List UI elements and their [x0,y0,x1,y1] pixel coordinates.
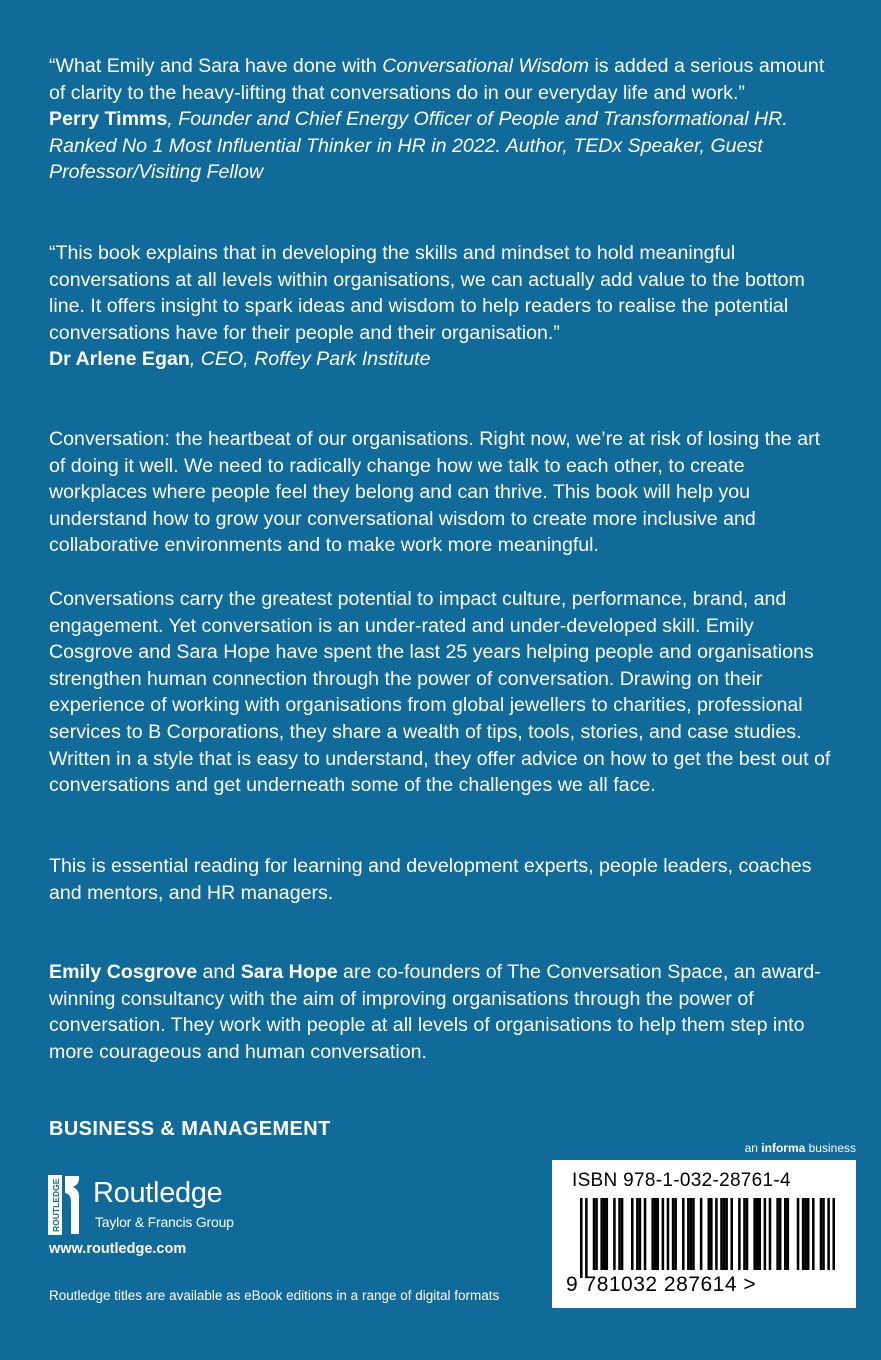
routledge-logo [47,1174,307,1236]
quote-author: Perry Timms [49,108,168,131]
quote-author: Dr Arlene Egan [49,348,190,371]
book-title: Conversational Wisdom [382,55,589,77]
barcode-box [552,1160,856,1308]
ebook-note: Routledge titles are available as eBook editions in a range of digital formats [49,1288,500,1303]
bio-author-2: Sara Hope [240,961,338,983]
quote-attribution [49,346,839,373]
quote-arlene-egan [49,240,839,373]
author-bio: Emily Cosgrove and Sara Hope are co-founders of The Conversation Space, an award-winning consultancy with the aim of improving organisations through the power of conversation. They work with people at all levels of organisations to help them step into more courageous and human conversation. [49,961,821,1063]
informa-brand: informa [761,1141,806,1155]
description-paragraph-3: This is essential reading for learning and development experts, people leaders, coaches and mentors, and HR managers. [49,855,812,904]
quote-attribution [49,106,839,186]
quote-perry-timms [49,53,839,186]
quote-author-role: , Founder and Chief Energy Officer of People and Transformational HR. Ranked No 1 Most Influential Thinker in HR in 2022. Author, TEDx Speaker, Guest Professor/Visiting Fellow [49,108,788,184]
isbn-label: ISBN 978-1-032-28761-4 [572,1170,791,1191]
informa-business-note: an informa business [744,1141,856,1155]
subject-category: BUSINESS & MANAGEMENT [49,1118,331,1140]
barcode-digits: 9 781032 287614 > [566,1273,757,1296]
logo-vertical-text: ROUTLEDGE [51,1178,61,1232]
description-paragraph-2: Conversations carry the greatest potential to impact culture, performance, brand, and engagement. Yet conversation is an under-rated and under-developed skill. Emily Cosgrove and Sara Hope have spent the last 25 years helping people and organisations strengthen human connection through the power of conversation. Drawing on their experience of working with organisations from global jewellers to charities, professional services to B Corporations, they share a wealth of tips, tools, stories, and case studies. Written in a style that is easy to understand, they offer advice on how to get the best out of conversations and get underneath some of the challenges we all face. [49,588,831,797]
publisher-name: Routledge [93,1177,223,1209]
quote-author-role: , CEO, Roffey Park Institute [189,348,431,371]
quote-text: “This book explains that in developing the skills and mindset to hold meaningful conversations at all levels within organisations, we can actually add value to the bottom line. It offers insight to spark ideas and wisdom to help readers to realise the potential conversations have for their people and their organisation.” [49,242,805,344]
routledge-logo-icon [47,1174,81,1236]
publisher-subtitle: Taylor & Francis Group [95,1214,234,1230]
bio-author-1: Emily Cosgrove [49,961,198,983]
description-paragraph-1: Conversation: the heartbeat of our organisations. Right now, we’re at risk of losing the art of doing it well. We need to radically change how we talk to each other, to create workplaces where people feel they belong and can thrive. This book will help you understand how to grow your conversational wisdom to create more inclusive and collaborative environments and to make work more meaningful. [49,428,821,557]
quote-text: “What Emily and Sara have done with Conversational Wisdom is added a serious amount of clarity to the heavy-lifting that conversations do in our everyday life and work.” [49,55,825,104]
publisher-website-link[interactable]: www.routledge.com [49,1241,187,1257]
